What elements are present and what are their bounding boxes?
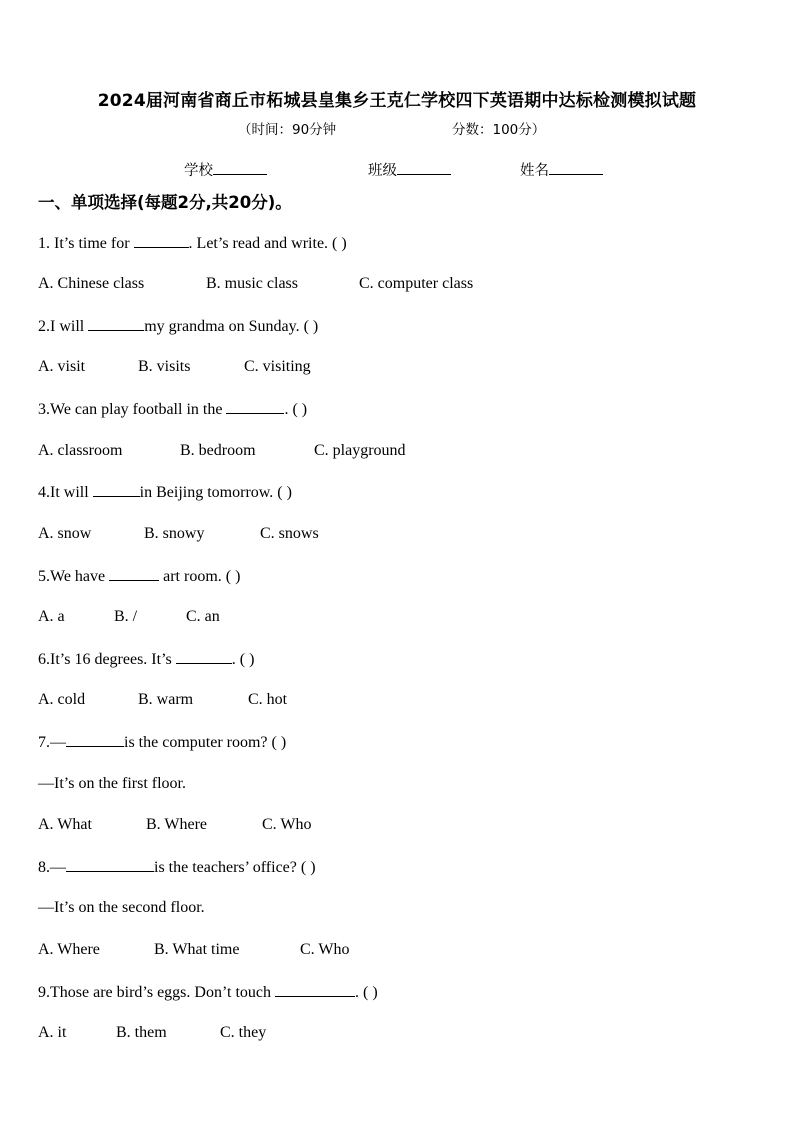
- question-1-text-before: 1. It’s time for: [38, 235, 134, 252]
- question-3-text-before: 3.We can play football in the: [38, 401, 227, 418]
- question-8: [38, 857, 316, 878]
- question-5-text-before: 5.We have: [38, 568, 110, 585]
- question-4-option-a[interactable]: A. snow: [38, 525, 92, 542]
- question-2-option-b[interactable]: B. visits: [138, 358, 191, 375]
- question-5-text-after: art room. ( ): [159, 568, 241, 585]
- class-label: 班级: [368, 163, 397, 179]
- question-6-text-before: 6.It’s 16 degrees. It’s: [38, 651, 176, 668]
- question-6: [38, 649, 254, 670]
- question-9-option-c[interactable]: C. they: [220, 1024, 267, 1041]
- question-8-blank[interactable]: [66, 857, 154, 872]
- question-4-text-before: 4.It will: [38, 484, 93, 501]
- question-1-blank[interactable]: [134, 233, 189, 248]
- question-4-text-after: in Beijing tomorrow. ( ): [139, 484, 292, 501]
- question-8-option-c[interactable]: C. Who: [300, 941, 350, 958]
- question-7-text-after: is the computer room? ( ): [124, 734, 287, 751]
- question-6-text-after: . ( ): [231, 651, 255, 668]
- question-5-blank[interactable]: [109, 566, 159, 581]
- question-7: [38, 732, 286, 753]
- question-2-option-a[interactable]: A. visit: [38, 358, 86, 375]
- class-field[interactable]: [368, 159, 451, 180]
- school-label: 学校: [184, 163, 213, 179]
- school-blank[interactable]: [213, 159, 267, 175]
- question-4-option-c[interactable]: C. snows: [260, 525, 319, 542]
- name-label: 姓名: [520, 163, 549, 179]
- question-9-option-b[interactable]: B. them: [116, 1024, 167, 1041]
- exam-title: 2024届河南省商丘市柘城县皇集乡王克仁学校四下英语期中达标检测模拟试题: [97, 91, 697, 111]
- question-4: [38, 482, 292, 503]
- question-9-text-after: . ( ): [355, 984, 378, 1001]
- time-info: （时间：90分钟: [238, 122, 337, 138]
- question-5-option-a[interactable]: A. a: [38, 608, 65, 625]
- name-blank[interactable]: [549, 159, 603, 175]
- question-3-blank[interactable]: [226, 399, 284, 414]
- question-3-option-b[interactable]: B. bedroom: [180, 442, 256, 459]
- question-6-blank[interactable]: [176, 649, 232, 664]
- question-8-option-b[interactable]: B. What time: [154, 941, 240, 958]
- question-5-option-c[interactable]: C. an: [186, 608, 220, 625]
- question-1-option-b[interactable]: B. music class: [206, 275, 298, 292]
- section-heading: 一、单项选择(每题2分,共20分)。: [38, 193, 292, 212]
- question-9-blank[interactable]: [275, 982, 355, 997]
- question-7-option-a[interactable]: A. What: [38, 816, 92, 833]
- question-5-option-b[interactable]: B. /: [114, 608, 138, 625]
- name-field[interactable]: [520, 159, 603, 180]
- question-2-option-c[interactable]: C. visiting: [244, 358, 311, 375]
- question-1-option-a[interactable]: A. Chinese class: [38, 275, 145, 292]
- question-7-reply: —It’s on the first floor.: [38, 775, 186, 792]
- question-6-option-c[interactable]: C. hot: [248, 691, 288, 708]
- question-7-option-b[interactable]: B. Where: [146, 816, 208, 833]
- question-8-option-a[interactable]: A. Where: [38, 941, 100, 958]
- question-2: [38, 316, 318, 337]
- question-8-text-after: is the teachers’ office? ( ): [154, 859, 316, 876]
- school-field[interactable]: [184, 159, 267, 180]
- question-7-option-c[interactable]: C. Who: [262, 816, 312, 833]
- question-9-option-a[interactable]: A. it: [38, 1024, 67, 1041]
- question-5: [38, 566, 240, 587]
- question-1: [38, 233, 347, 254]
- question-3-option-c[interactable]: C. playground: [314, 442, 406, 459]
- question-9: [38, 982, 378, 1003]
- question-9-text-before: 9.Those are bird’s eggs. Don’t touch: [38, 984, 275, 1001]
- question-2-text-before: 2.I will: [38, 318, 89, 335]
- question-7-blank[interactable]: [66, 732, 124, 747]
- question-1-option-c[interactable]: C. computer class: [359, 275, 474, 292]
- question-4-blank[interactable]: [93, 482, 140, 497]
- question-3-text-after: . ( ): [284, 401, 308, 418]
- question-8-reply: —It’s on the second floor.: [38, 899, 205, 916]
- question-6-option-b[interactable]: B. warm: [138, 691, 194, 708]
- question-6-option-a[interactable]: A. cold: [38, 691, 86, 708]
- question-2-blank[interactable]: [88, 316, 144, 331]
- score-info: 分数：100分）: [452, 122, 546, 138]
- question-3: [38, 399, 307, 420]
- question-4-option-b[interactable]: B. snowy: [144, 525, 205, 542]
- question-7-text-before: 7.—: [38, 734, 66, 751]
- question-2-text-after: my grandma on Sunday. ( ): [144, 318, 319, 335]
- question-8-text-before: 8.—: [38, 859, 66, 876]
- question-3-option-a[interactable]: A. classroom: [38, 442, 123, 459]
- question-1-text-after: . Let’s read and write. ( ): [188, 235, 347, 252]
- class-blank[interactable]: [397, 159, 451, 175]
- student-info-row: [0, 159, 794, 181]
